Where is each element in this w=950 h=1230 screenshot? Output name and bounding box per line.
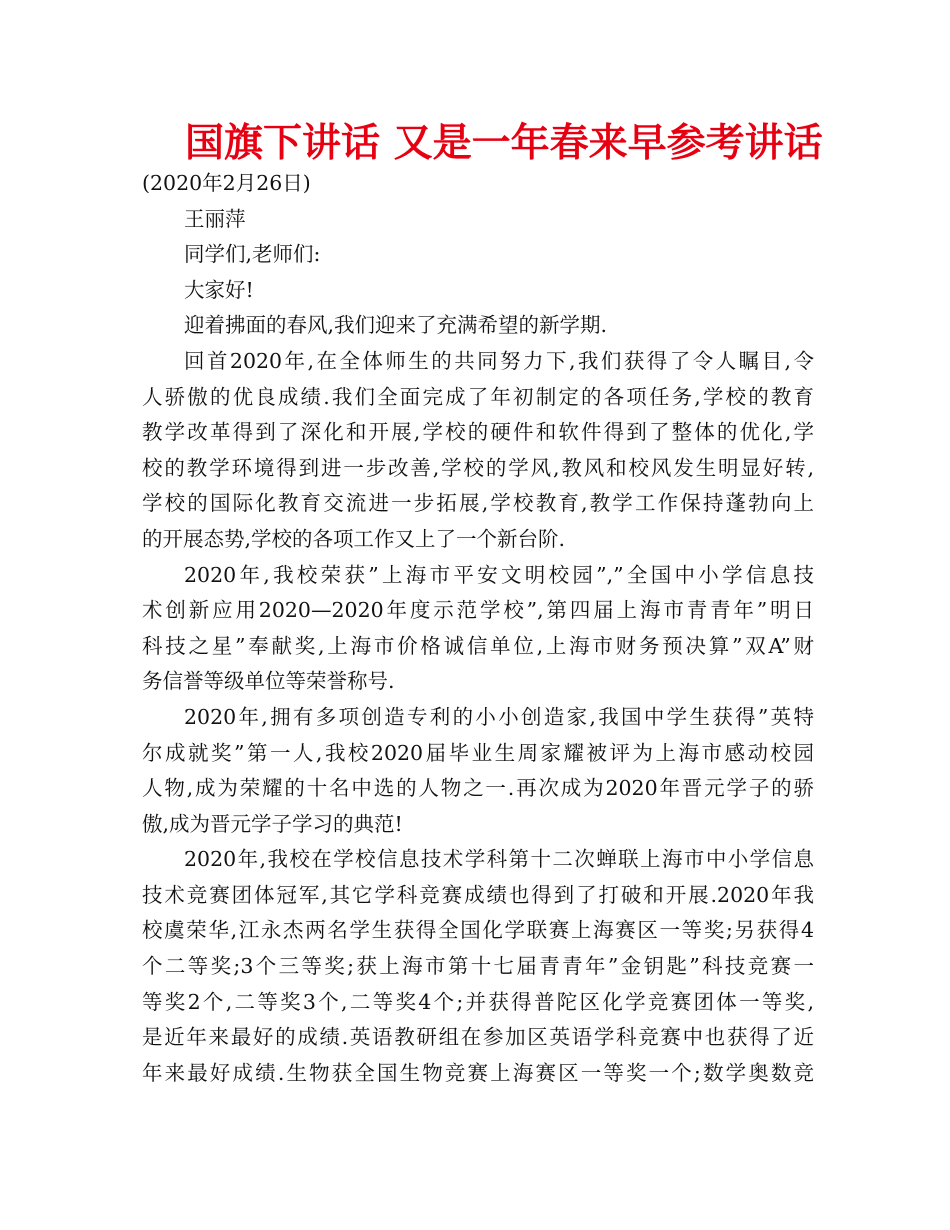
- paragraph-line: 2020年,我校在学校信息技术学科第十二次蝉联上海市中小学信息: [184, 847, 814, 872]
- paragraph-line: 是近年来最好的成绩.英语教研组在参加区英语学科竞赛中也获得了近: [142, 1025, 814, 1050]
- paragraph-line: 等奖2个,二等奖3个,二等奖4个;并获得普陀区化学竞赛团体一等奖,: [142, 989, 814, 1014]
- paragraph-line: 科技之星”奉献奖,上海市价格诚信单位,上海市财务预决算”双A”财: [142, 633, 814, 658]
- paragraph-line: 校虞荣华,江永杰两名学生获得全国化学联赛上海赛区一等奖;另获得4: [142, 918, 814, 943]
- paragraph-line: 2020年,拥有多项创造专利的小小创造家,我国中学生获得”英特: [184, 704, 814, 729]
- paragraph-line: 2020年,我校荣获”上海市平安文明校园”,”全国中小学信息技: [184, 562, 814, 587]
- paragraph-line: 校的教学环境得到进一步改善,学校的学风,教风和校风发生明显好转,: [142, 455, 814, 480]
- paragraph-line: 教学改革得到了深化和开展,学校的硬件和软件得到了整体的优化,学: [142, 420, 814, 445]
- paragraph-line: 人骄傲的优良成绩.我们全面完成了年初制定的各项任务,学校的教育: [142, 384, 814, 409]
- paragraph-line: 学校的国际化教育交流进一步拓展,学校教育,教学工作保持蓬勃向上: [142, 491, 814, 516]
- paragraph-line: 技术竞赛团体冠军,其它学科竞赛成绩也得到了打破和开展.2020年我: [142, 882, 814, 907]
- paragraph-line: 迎着拂面的春风,我们迎来了充满希望的新学期.: [184, 313, 608, 338]
- author-line: 王丽萍: [184, 206, 246, 231]
- paragraph-line: 术创新应用2020—2020年度示范学校”,第四届上海市青青年”明日: [142, 598, 814, 623]
- greeting-line: 大家好!: [184, 277, 254, 302]
- paragraph-line: 的开展态势,学校的各项工作又上了一个新台阶.: [142, 526, 566, 551]
- paragraph-line: 务信誉等级单位等荣誉称号.: [142, 669, 395, 694]
- paragraph-line: 傲,成为晋元学子学习的典范!: [142, 811, 403, 836]
- paragraph-line: 人物,成为荣耀的十名中选的人物之一.再次成为2020年晋元学子的骄: [142, 776, 814, 801]
- salutation-line: 同学们,老师们:: [184, 242, 321, 267]
- paragraph-line: 个二等奖;3个三等奖;获上海市第十七届青青年”金钥匙”科技竞赛一: [142, 954, 814, 979]
- paragraph-line: 尔成就奖”第一人,我校2020届毕业生周家耀被评为上海市感动校园: [142, 740, 814, 765]
- date-line: (2020年2月26日): [142, 171, 311, 195]
- paragraph-line: 年来最好成绩.生物获全国生物竞赛上海赛区一等奖一个;数学奥数竞: [142, 1060, 814, 1085]
- paragraph-line: 回首2020年,在全体师生的共同努力下,我们获得了令人瞩目,令: [184, 348, 814, 373]
- document-title: 国旗下讲话 又是一年春来早参考讲话: [185, 121, 823, 166]
- document-body: [142, 166, 814, 1091]
